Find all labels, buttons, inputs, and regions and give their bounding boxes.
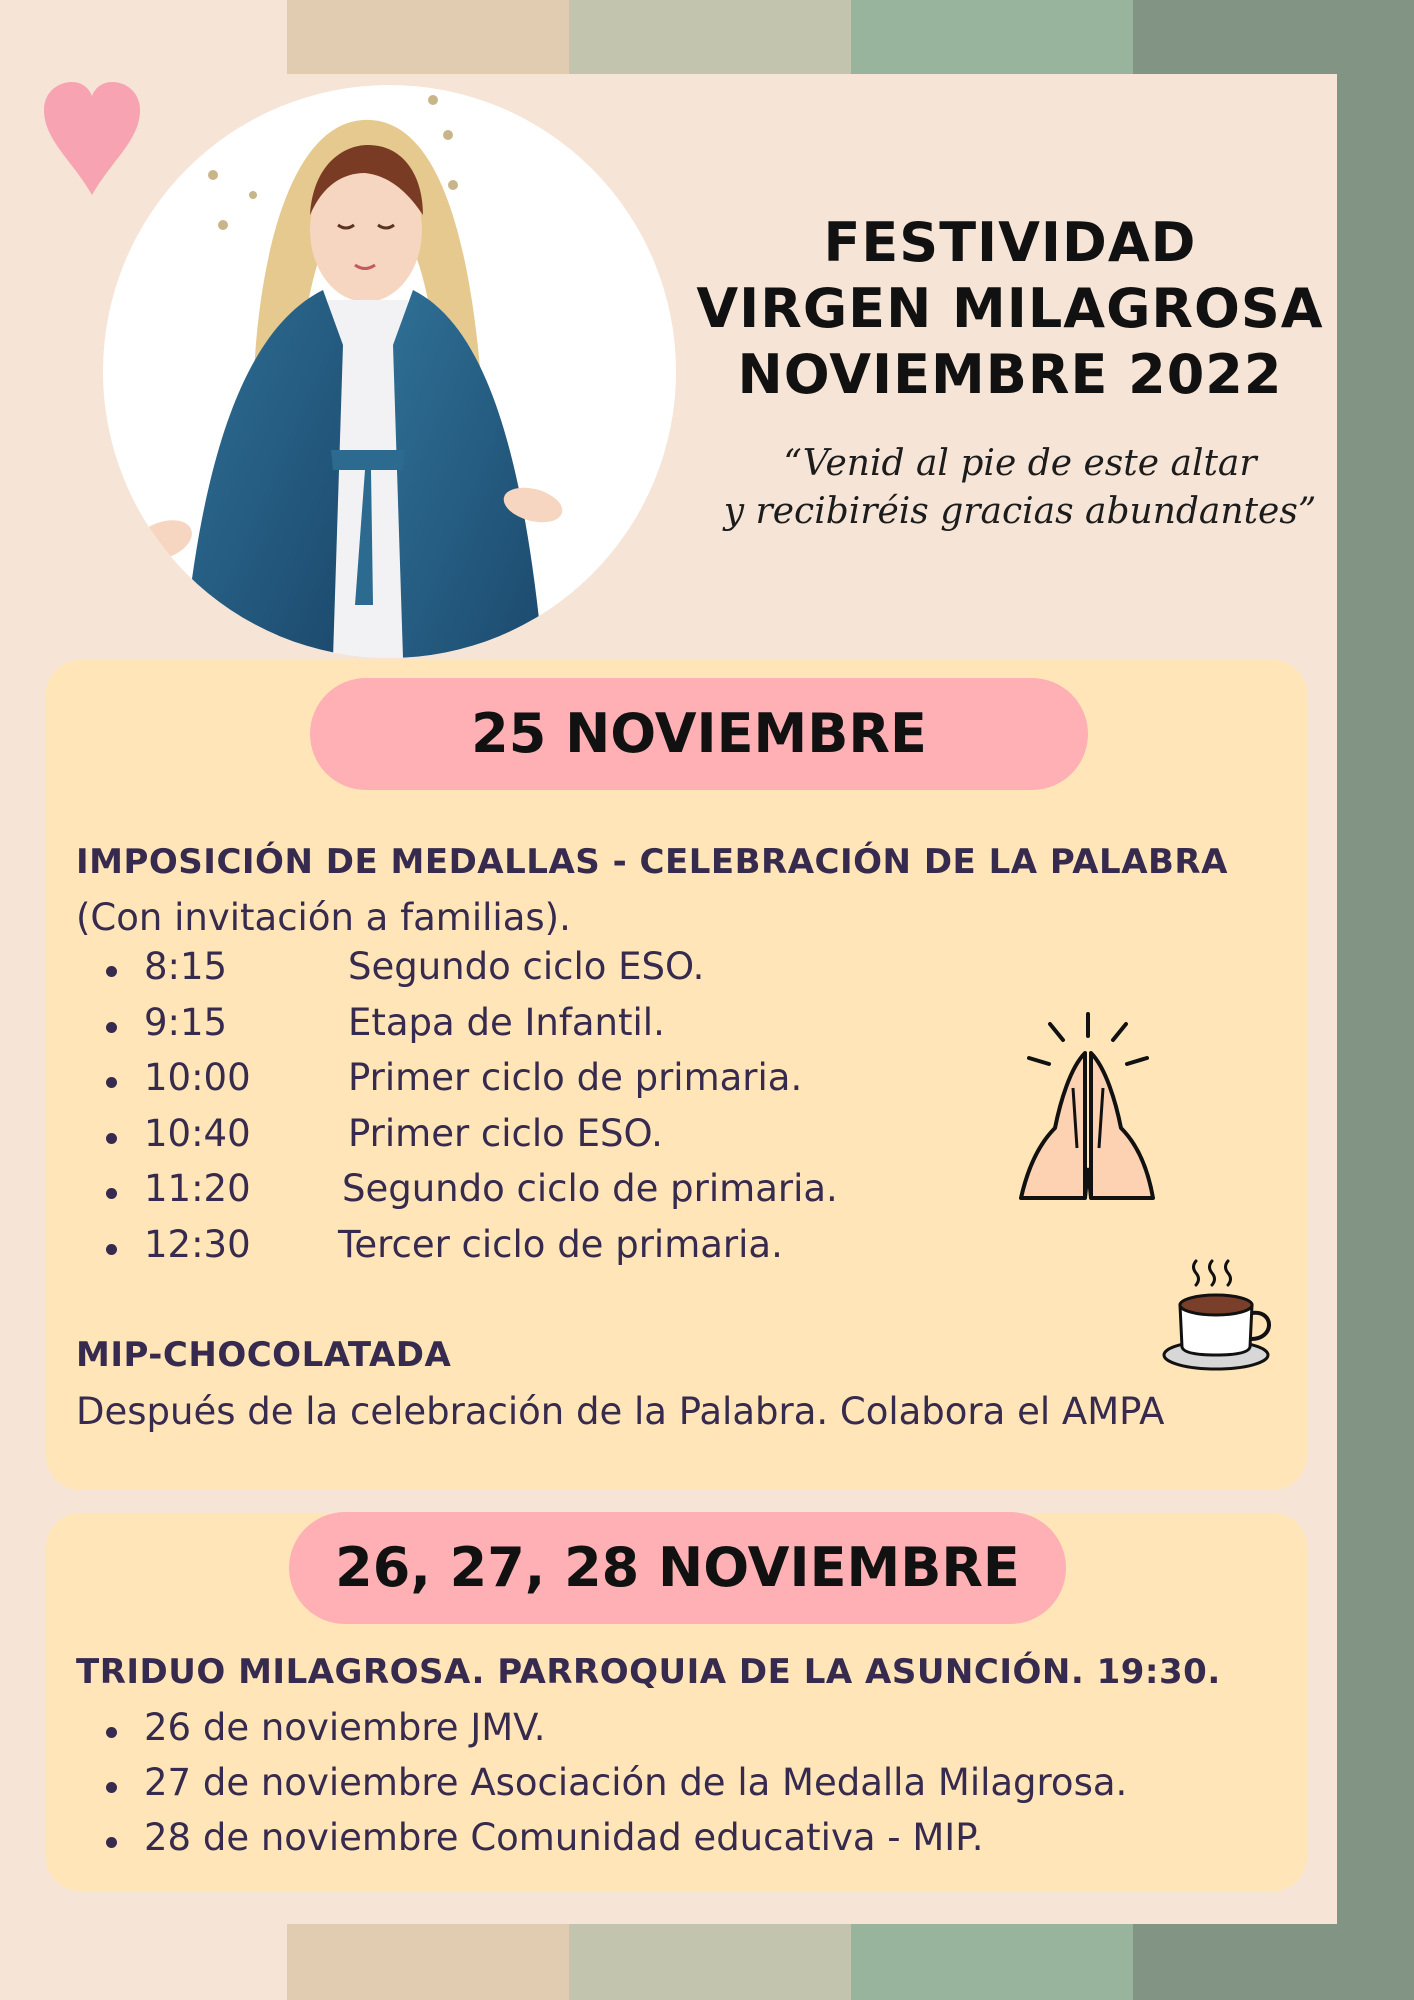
schedule-time: 10:00 <box>144 1056 251 1099</box>
bullet <box>106 1188 117 1199</box>
medals-section-title: IMPOSICIÓN DE MEDALLAS - CELEBRACIÓN DE LA PALABRA <box>76 842 1228 882</box>
chocolatada-title: MIP-CHOCOLATADA <box>76 1335 452 1375</box>
virgin-mary-portrait <box>103 85 676 658</box>
bullet <box>106 1782 117 1793</box>
quote-line-2: y recibiréis gracias abundantes” <box>723 491 1317 532</box>
bottom-stripe-beige <box>287 1924 569 2000</box>
top-stripe-khaki <box>569 0 851 74</box>
schedule-desc: Primer ciclo de primaria. <box>348 1056 803 1099</box>
bullet <box>106 1077 117 1088</box>
poster-title <box>680 210 1340 408</box>
schedule-desc: Tercer ciclo de primaria. <box>338 1222 783 1266</box>
families-note: (Con invitación a familias). <box>76 896 571 939</box>
triduo-title: TRIDUO MILAGROSA. PARROQUIA DE LA ASUNCIÓN. 19:30. <box>76 1652 1221 1692</box>
title-line-1: FESTIVIDAD <box>823 211 1197 274</box>
title-line-2: VIRGEN MILAGROSA <box>696 277 1324 340</box>
bottom-stripe-sage <box>851 1924 1133 2000</box>
triduo-item: 27 de noviembre Asociación de la Medalla Milagrosa. <box>144 1761 1128 1804</box>
quote-line-1: “Venid al pie de este altar <box>783 443 1257 484</box>
bullet <box>106 966 117 977</box>
schedule-time: 9:15 <box>144 1000 228 1044</box>
bullet <box>106 1727 117 1738</box>
title-line-3: NOVIEMBRE 2022 <box>737 343 1283 406</box>
bullet <box>106 1244 117 1255</box>
chocolatada-text: Después de la celebración de la Palabra. Colabora el AMPA <box>76 1390 1165 1433</box>
triduo-item: 26 de noviembre JMV. <box>144 1706 546 1749</box>
schedule-time: 11:20 <box>144 1167 251 1210</box>
top-stripe-beige <box>287 0 569 74</box>
day-26-28-heading: 26, 27, 28 NOVIEMBRE <box>289 1512 1066 1624</box>
schedule-desc: Etapa de Infantil. <box>348 1000 665 1044</box>
praying-hands-icon <box>1015 1008 1155 1208</box>
heart-icon <box>42 80 142 200</box>
day-25-heading: 25 NOVIEMBRE <box>310 678 1088 790</box>
schedule-time: 8:15 <box>144 945 228 988</box>
schedule-time: 12:30 <box>144 1222 251 1266</box>
schedule-desc: Segundo ciclo de primaria. <box>342 1167 838 1210</box>
schedule-desc: Primer ciclo ESO. <box>348 1111 663 1155</box>
schedule-desc: Segundo ciclo ESO. <box>348 945 705 988</box>
bullet <box>106 1837 117 1848</box>
triduo-item: 28 de noviembre Comunidad educativa - MIP. <box>144 1816 984 1859</box>
virgin-mary-illustration <box>103 85 676 658</box>
top-stripe-sage <box>851 0 1133 74</box>
hot-chocolate-cup-icon <box>1160 1255 1280 1375</box>
bottom-stripe-khaki <box>569 1924 851 2000</box>
bullet <box>106 1133 117 1144</box>
bullet <box>106 1022 117 1033</box>
schedule-time: 10:40 <box>144 1111 251 1155</box>
quote <box>700 440 1340 536</box>
